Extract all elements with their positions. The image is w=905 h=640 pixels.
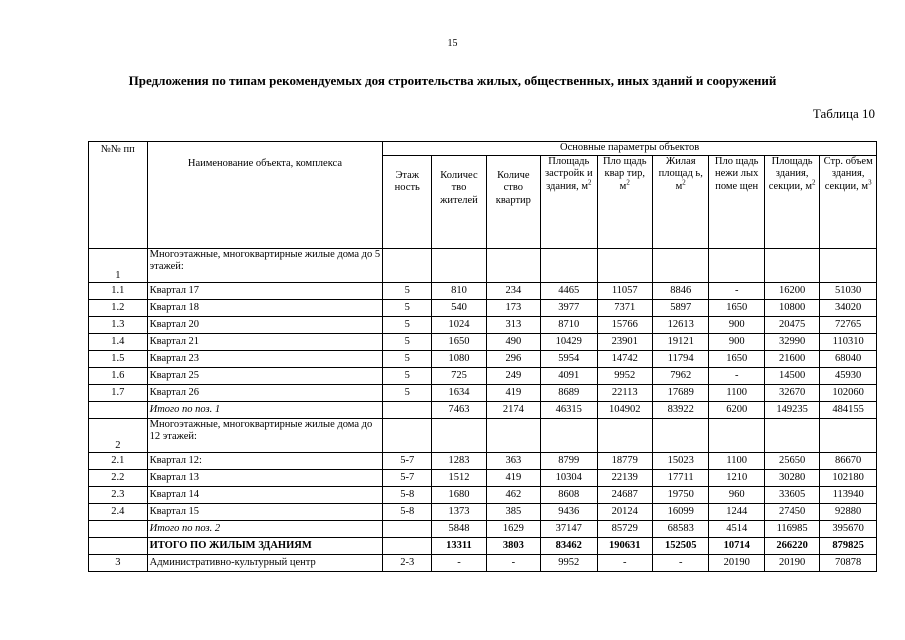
cell-name: Квартал 12: <box>147 453 383 470</box>
cell-residents <box>432 249 486 283</box>
cell-nonres: 900 <box>709 317 764 334</box>
cell-floors: 5 <box>383 334 432 351</box>
cell-volume <box>820 249 877 283</box>
cell-built: 9952 <box>541 555 598 572</box>
table-row <box>89 470 877 487</box>
cell-residents <box>432 419 486 453</box>
cell-volume <box>820 419 877 453</box>
col-header-built-area: Площадь застройк и здания, $м^2$ <box>541 156 598 249</box>
table-row <box>89 419 877 453</box>
table-row <box>89 300 877 317</box>
cell-apt: - <box>597 555 652 572</box>
cell-nonres <box>709 419 764 453</box>
cell-section: 14500 <box>764 368 819 385</box>
cell-nonres: 1650 <box>709 300 764 317</box>
cell-living: - <box>652 555 709 572</box>
cell-floors: 5 <box>383 300 432 317</box>
cell-section: 16200 <box>764 283 819 300</box>
cell-name: Квартал 17 <box>147 283 383 300</box>
cell-floors: 5-7 <box>383 470 432 487</box>
cell-apt: 14742 <box>597 351 652 368</box>
cell-section: 10800 <box>764 300 819 317</box>
cell-apt: 190631 <box>597 538 652 555</box>
cell-volume: 484155 <box>820 402 877 419</box>
parameters-table <box>88 141 877 572</box>
cell-apartments: - <box>486 555 540 572</box>
cell-apt: 104902 <box>597 402 652 419</box>
cell-residents: 1680 <box>432 487 486 504</box>
cell-apartments <box>486 249 540 283</box>
cell-apt: 23901 <box>597 334 652 351</box>
cell-built: 37147 <box>541 521 598 538</box>
cell-volume: 102180 <box>820 470 877 487</box>
cell-name: Итого по поз. 1 <box>147 402 383 419</box>
cell-apt: 22113 <box>597 385 652 402</box>
cell-n: 1 <box>89 249 148 283</box>
cell-nonres: 10714 <box>709 538 764 555</box>
cell-apt <box>597 419 652 453</box>
cell-section: 116985 <box>764 521 819 538</box>
cell-section <box>764 419 819 453</box>
cell-built: 9436 <box>541 504 598 521</box>
cell-apartments: 313 <box>486 317 540 334</box>
cell-residents: 5848 <box>432 521 486 538</box>
cell-built: 8608 <box>541 487 598 504</box>
cell-apartments: 296 <box>486 351 540 368</box>
table-row <box>89 487 877 504</box>
cell-section: 21600 <box>764 351 819 368</box>
cell-built: 10429 <box>541 334 598 351</box>
cell-volume: 113940 <box>820 487 877 504</box>
cell-living <box>652 249 709 283</box>
cell-nonres: 960 <box>709 487 764 504</box>
cell-n: 2.1 <box>89 453 148 470</box>
cell-section: 32670 <box>764 385 819 402</box>
cell-nonres: 1100 <box>709 453 764 470</box>
cell-apartments: 249 <box>486 368 540 385</box>
cell-apt <box>597 249 652 283</box>
cell-n: 1.1 <box>89 283 148 300</box>
cell-nonres: 1210 <box>709 470 764 487</box>
table-row <box>89 555 877 572</box>
cell-apt: 11057 <box>597 283 652 300</box>
cell-floors: 5 <box>383 351 432 368</box>
cell-apt: 15766 <box>597 317 652 334</box>
cell-living: 83922 <box>652 402 709 419</box>
table-row <box>89 334 877 351</box>
cell-apartments: 385 <box>486 504 540 521</box>
cell-name: Итого по поз. 2 <box>147 521 383 538</box>
cell-built <box>541 419 598 453</box>
cell-floors: 2-3 <box>383 555 432 572</box>
cell-residents: 1512 <box>432 470 486 487</box>
cell-apt: 85729 <box>597 521 652 538</box>
cell-floors <box>383 249 432 283</box>
col-header-living-area: Жилая площад ь, $м^2$ <box>652 156 709 249</box>
cell-n: 1.2 <box>89 300 148 317</box>
cell-floors: 5 <box>383 385 432 402</box>
cell-living: 68583 <box>652 521 709 538</box>
cell-n: 2.3 <box>89 487 148 504</box>
cell-name: ИТОГО ПО ЖИЛЫМ ЗДАНИЯМ <box>147 538 383 555</box>
cell-residents: 810 <box>432 283 486 300</box>
cell-nonres: - <box>709 283 764 300</box>
cell-nonres: 1100 <box>709 385 764 402</box>
cell-floors: 5-7 <box>383 453 432 470</box>
cell-apartments: 419 <box>486 385 540 402</box>
cell-built: 8710 <box>541 317 598 334</box>
table-row <box>89 385 877 402</box>
cell-n: 2 <box>89 419 148 453</box>
cell-apartments <box>486 419 540 453</box>
table-row <box>89 317 877 334</box>
col-header-nonres-area: Пло щадь нежи лых поме щен <box>709 156 764 249</box>
cell-n: 1.5 <box>89 351 148 368</box>
cell-built: 83462 <box>541 538 598 555</box>
cell-apartments: 234 <box>486 283 540 300</box>
cell-floors <box>383 521 432 538</box>
document-title: Предложения по типам рекомендуемых доя строительства жилых, общественных, иных зданий и сооружений <box>128 73 777 88</box>
cell-floors: 5 <box>383 317 432 334</box>
cell-floors <box>383 538 432 555</box>
cell-apartments: 1629 <box>486 521 540 538</box>
cell-apartments: 419 <box>486 470 540 487</box>
cell-apartments: 363 <box>486 453 540 470</box>
cell-volume: 879825 <box>820 538 877 555</box>
cell-volume: 68040 <box>820 351 877 368</box>
cell-apartments: 490 <box>486 334 540 351</box>
cell-residents: - <box>432 555 486 572</box>
cell-living: 17711 <box>652 470 709 487</box>
cell-nonres: 1244 <box>709 504 764 521</box>
cell-n <box>89 521 148 538</box>
cell-residents: 1283 <box>432 453 486 470</box>
cell-apt: 9952 <box>597 368 652 385</box>
cell-floors <box>383 402 432 419</box>
cell-built: 10304 <box>541 470 598 487</box>
cell-floors <box>383 419 432 453</box>
cell-apt: 20124 <box>597 504 652 521</box>
cell-living: 152505 <box>652 538 709 555</box>
cell-living: 15023 <box>652 453 709 470</box>
cell-residents: 1373 <box>432 504 486 521</box>
cell-name: Многоэтажные, многоквартирные жилые дома до 5 этажей: <box>147 249 383 283</box>
cell-section: 25650 <box>764 453 819 470</box>
cell-residents: 7463 <box>432 402 486 419</box>
cell-apartments: 462 <box>486 487 540 504</box>
cell-section: 20475 <box>764 317 819 334</box>
cell-n: 2.4 <box>89 504 148 521</box>
cell-residents: 725 <box>432 368 486 385</box>
cell-volume: 72765 <box>820 317 877 334</box>
cell-living: 12613 <box>652 317 709 334</box>
cell-n: 1.6 <box>89 368 148 385</box>
cell-built: 3977 <box>541 300 598 317</box>
table-row <box>89 368 877 385</box>
table-row <box>89 402 877 419</box>
cell-name: Квартал 18 <box>147 300 383 317</box>
cell-n: 1.7 <box>89 385 148 402</box>
cell-volume: 395670 <box>820 521 877 538</box>
cell-section: 30280 <box>764 470 819 487</box>
cell-section: 33605 <box>764 487 819 504</box>
cell-volume: 51030 <box>820 283 877 300</box>
cell-name: Квартал 15 <box>147 504 383 521</box>
cell-floors: 5 <box>383 283 432 300</box>
cell-residents: 1650 <box>432 334 486 351</box>
cell-section: 266220 <box>764 538 819 555</box>
cell-built: 4465 <box>541 283 598 300</box>
cell-residents: 540 <box>432 300 486 317</box>
table-row <box>89 283 877 300</box>
cell-built <box>541 249 598 283</box>
table-row <box>89 521 877 538</box>
cell-apartments: 173 <box>486 300 540 317</box>
cell-living: 17689 <box>652 385 709 402</box>
cell-nonres: - <box>709 368 764 385</box>
cell-name: Квартал 25 <box>147 368 383 385</box>
cell-name: Квартал 26 <box>147 385 383 402</box>
cell-built: 8799 <box>541 453 598 470</box>
table-row <box>89 538 877 555</box>
cell-apt: 24687 <box>597 487 652 504</box>
cell-volume: 92880 <box>820 504 877 521</box>
cell-n <box>89 538 148 555</box>
cell-apt: 7371 <box>597 300 652 317</box>
cell-built: 5954 <box>541 351 598 368</box>
cell-n: 1.3 <box>89 317 148 334</box>
col-header-volume: Стр. объем здания, секции, $м^3$ <box>820 156 877 249</box>
cell-apartments: 3803 <box>486 538 540 555</box>
cell-nonres: 20190 <box>709 555 764 572</box>
cell-built: 4091 <box>541 368 598 385</box>
cell-living: 5897 <box>652 300 709 317</box>
col-header-group: Основные параметры объектов <box>383 142 877 156</box>
cell-apt: 18779 <box>597 453 652 470</box>
cell-living: 19121 <box>652 334 709 351</box>
col-header-name: Наименование объекта, комплекса <box>147 142 383 249</box>
col-header-section-area: Площадь здания, секции, $м^2$ <box>764 156 819 249</box>
cell-living <box>652 419 709 453</box>
col-header-apartments: Количе ство квартир <box>486 156 540 249</box>
col-header-floors: Этаж ность <box>383 156 432 249</box>
cell-volume: 70878 <box>820 555 877 572</box>
cell-floors: 5-8 <box>383 487 432 504</box>
cell-section: 20190 <box>764 555 819 572</box>
cell-residents: 1080 <box>432 351 486 368</box>
cell-name: Квартал 13 <box>147 470 383 487</box>
cell-section: 27450 <box>764 504 819 521</box>
cell-floors: 5-8 <box>383 504 432 521</box>
col-header-residents: Количес тво жителей <box>432 156 486 249</box>
cell-nonres <box>709 249 764 283</box>
table-row <box>89 453 877 470</box>
page-number: 15 <box>447 38 458 49</box>
cell-apt: 22139 <box>597 470 652 487</box>
cell-living: 16099 <box>652 504 709 521</box>
cell-living: 11794 <box>652 351 709 368</box>
cell-section <box>764 249 819 283</box>
cell-floors: 5 <box>383 368 432 385</box>
table-label: Таблица 10 <box>812 106 875 121</box>
cell-residents: 13311 <box>432 538 486 555</box>
table-row <box>89 351 877 368</box>
cell-section: 149235 <box>764 402 819 419</box>
cell-apartments: 2174 <box>486 402 540 419</box>
cell-living: 8846 <box>652 283 709 300</box>
col-header-num: №№ пп <box>89 142 148 249</box>
cell-living: 19750 <box>652 487 709 504</box>
cell-volume: 45930 <box>820 368 877 385</box>
cell-name: Квартал 14 <box>147 487 383 504</box>
col-header-apt-area: Пло щадь квар тир, $м^2$ <box>597 156 652 249</box>
cell-section: 32990 <box>764 334 819 351</box>
cell-residents: 1634 <box>432 385 486 402</box>
cell-built: 8689 <box>541 385 598 402</box>
cell-n: 2.2 <box>89 470 148 487</box>
cell-name: Административно-культурный центр <box>147 555 383 572</box>
table-row <box>89 504 877 521</box>
cell-volume: 102060 <box>820 385 877 402</box>
cell-name: Многоэтажные, многоквартирные жилые дома до 12 этажей: <box>147 419 383 453</box>
cell-nonres: 1650 <box>709 351 764 368</box>
cell-n: 1.4 <box>89 334 148 351</box>
cell-n <box>89 402 148 419</box>
cell-name: Квартал 20 <box>147 317 383 334</box>
cell-residents: 1024 <box>432 317 486 334</box>
cell-living: 7962 <box>652 368 709 385</box>
cell-name: Квартал 21 <box>147 334 383 351</box>
cell-nonres: 4514 <box>709 521 764 538</box>
cell-nonres: 900 <box>709 334 764 351</box>
cell-volume: 86670 <box>820 453 877 470</box>
cell-volume: 110310 <box>820 334 877 351</box>
cell-nonres: 6200 <box>709 402 764 419</box>
cell-volume: 34020 <box>820 300 877 317</box>
cell-built: 46315 <box>541 402 598 419</box>
cell-n: 3 <box>89 555 148 572</box>
cell-name: Квартал 23 <box>147 351 383 368</box>
table-row <box>89 249 877 283</box>
